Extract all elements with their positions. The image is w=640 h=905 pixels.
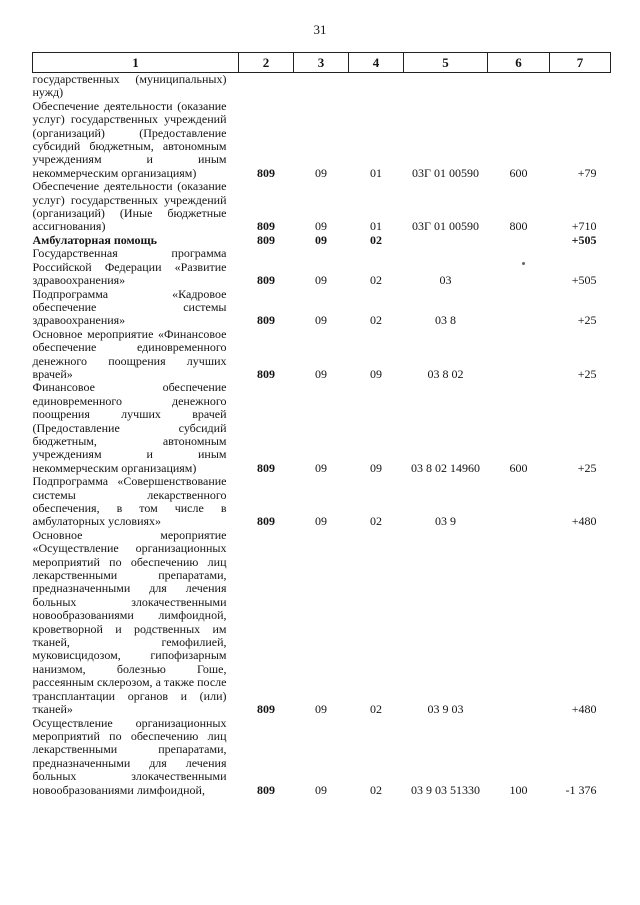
table-row	[33, 180, 611, 234]
row-description: Основное мероприятие «Осуществление организационных мероприятий по обеспечению лиц лекарственными препаратами, предназначенными для лечения больных злокачественными новообразованиями лимфоидной, кроветворной и родственных им тканей, гемофилией, муковисцидозом, гипофизарным нанизмом, болезнью Гоше, рассеянным склерозом, а также после трансплантации органов и (или) тканей»	[32, 527, 227, 717]
cell-subsection	[349, 73, 404, 100]
cell-target-article	[404, 234, 488, 247]
cell-subsection: 02	[370, 782, 382, 797]
cell-expense-type	[488, 328, 550, 382]
table-row	[33, 73, 611, 100]
cell-subsection: 02	[370, 232, 382, 247]
cell-target-article: 03 9	[435, 514, 456, 529]
cell-target-article	[404, 73, 488, 100]
row-description: Финансовое обеспечение единовременного денежного поощрения лучших врачей (Предоставление субсидий бюджетным, автономным учреждениям и иным некоммерческим организациям)	[32, 380, 227, 475]
cell-ministry-code: 809	[257, 165, 275, 180]
cell-subsection: 02	[370, 313, 382, 328]
cell-expense-type: 600	[509, 165, 528, 180]
col-header-1: 1	[33, 53, 239, 73]
cell-subsection: 09	[370, 460, 382, 475]
cell-target-article: 03 8 02 14960	[411, 460, 480, 475]
cell-amount: +25	[577, 313, 597, 328]
cell-ministry-code: 809	[257, 782, 275, 797]
cell-ministry-code: 809	[257, 514, 275, 529]
cell-subsection: 02	[370, 514, 382, 529]
col-header-6: 6	[488, 53, 550, 73]
cell-amount: +505	[571, 273, 597, 288]
cell-expense-type: 600	[509, 460, 528, 475]
cell-subsection: 02	[370, 273, 382, 288]
row-description: Осуществление организационных мероприятий по обеспечению лиц лекарственными препаратами, предназначенными для лечения больных злокачественными новообразованиями лимфоидной,	[32, 715, 227, 797]
cell-ministry-code: 809	[257, 313, 275, 328]
cell-expense-type	[488, 247, 550, 287]
cell-expense-type	[488, 73, 550, 100]
cell-section: 09	[315, 366, 327, 381]
cell-section: 09	[315, 460, 327, 475]
page-number: 31	[313, 22, 327, 37]
row-description: Подпрограмма «Кадровое обеспечение системы здравоохранения»	[32, 286, 227, 328]
row-description: Государственная программа Российской Федерации «Развитие здравоохранения»	[32, 246, 227, 288]
table-row	[33, 247, 611, 287]
cell-section: 09	[315, 273, 327, 288]
cell-target-article: 03	[439, 273, 452, 288]
cell-expense-type	[488, 234, 550, 247]
row-description: государственных (муниципальных) нужд)	[32, 72, 227, 100]
table-row	[33, 381, 611, 475]
col-header-7: 7	[550, 53, 611, 73]
cell-target-article: 03 9 03 51330	[411, 782, 480, 797]
table-row	[33, 328, 611, 382]
col-header-2: 2	[239, 53, 294, 73]
table-row	[33, 288, 611, 328]
col-header-5: 5	[404, 53, 488, 73]
cell-target-article: 03 8 02	[427, 366, 464, 381]
cell-target-article: 03 8	[435, 313, 456, 328]
cell-target-article: 03Г 01 00590	[412, 219, 479, 234]
scan-speck	[522, 262, 525, 265]
table-body	[33, 73, 611, 797]
row-description: Основное мероприятие «Финансовое обеспечение единовременного денежного поощрения лучших врачей»	[32, 326, 227, 381]
cell-section: 09	[315, 219, 327, 234]
cell-ministry-code: 809	[257, 273, 275, 288]
cell-section: 09	[315, 782, 327, 797]
cell-subsection: 01	[370, 165, 382, 180]
cell-ministry-code	[239, 73, 294, 100]
table-row	[33, 529, 611, 717]
cell-section: 09	[315, 232, 327, 247]
row-description: Подпрограмма «Совершенствование системы лекарственного обеспечения, в том числе в амбулаторных условиях»	[32, 474, 227, 529]
cell-subsection: 01	[370, 219, 382, 234]
cell-amount: +480	[571, 514, 597, 529]
cell-ministry-code: 809	[257, 219, 275, 234]
table-row	[33, 475, 611, 529]
table-row	[33, 100, 611, 180]
col-header-4: 4	[349, 53, 404, 73]
cell-expense-type: 100	[509, 782, 528, 797]
table-row	[33, 717, 611, 797]
cell-ministry-code: 809	[257, 366, 275, 381]
row-description: Обеспечение деятельности (оказание услуг) государственных учреждений (организаций) (Предоставление субсидий бюджетным, автономным учреждениям и иным некоммерческим организациям)	[32, 98, 227, 180]
row-description: Обеспечение деятельности (оказание услуг) государственных учреждений (организаций) (Иные бюджетные ассигнования)	[32, 179, 227, 234]
cell-ministry-code: 809	[257, 232, 275, 247]
cell-section: 09	[315, 702, 327, 717]
row-description: Амбулаторная помощь	[32, 232, 157, 247]
cell-section: 09	[315, 514, 327, 529]
header-row	[33, 53, 611, 73]
cell-amount: +25	[577, 460, 597, 475]
cell-amount: +480	[571, 702, 597, 717]
cell-amount: +25	[577, 366, 597, 381]
cell-expense-type	[488, 475, 550, 529]
cell-ministry-code: 809	[257, 460, 275, 475]
cell-expense-type	[488, 288, 550, 328]
col-header-3: 3	[294, 53, 349, 73]
cell-section	[294, 73, 349, 100]
cell-section: 09	[315, 313, 327, 328]
cell-expense-type	[488, 529, 550, 717]
cell-amount	[550, 73, 611, 100]
cell-amount: +710	[571, 219, 597, 234]
cell-target-article: 03Г 01 00590	[412, 165, 479, 180]
table-row	[33, 234, 611, 247]
cell-section: 09	[315, 165, 327, 180]
cell-amount: -1 376	[565, 782, 597, 797]
cell-ministry-code: 809	[257, 702, 275, 717]
cell-amount: +505	[571, 232, 597, 247]
budget-table	[32, 52, 611, 797]
cell-amount: +79	[577, 165, 597, 180]
cell-target-article: 03 9 03	[427, 702, 464, 717]
cell-subsection: 02	[370, 702, 382, 717]
cell-expense-type: 800	[509, 219, 528, 234]
cell-subsection: 09	[370, 366, 382, 381]
